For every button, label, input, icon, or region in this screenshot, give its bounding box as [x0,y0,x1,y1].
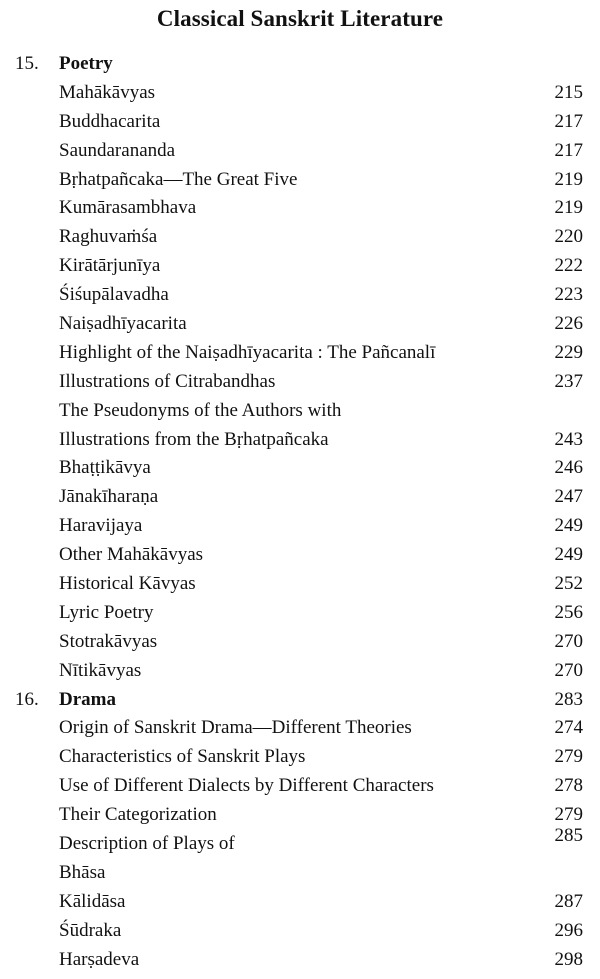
page-number: 279 [554,746,583,768]
entry-title: Naiṣadhīyacarita [59,313,187,335]
page-number: 270 [554,659,583,681]
page-number: 283 [554,688,583,710]
page-number: 298 [554,948,583,970]
page-number: 246 [554,457,583,479]
page-number: 270 [554,630,583,652]
entry-title: Description of Plays of [59,833,235,855]
toc-entry-row [0,743,600,772]
entry-title: Nītikāvyas [59,659,142,681]
page-number: 215 [554,81,583,103]
page-number: 256 [554,601,583,623]
entry-title: Historical Kāvyas [59,573,196,595]
page-number: 285 [554,825,583,847]
page-number: 237 [554,370,583,392]
entry-title: Raghuvaṁśa [59,226,158,248]
page-number: 274 [554,717,583,739]
entry-title: Mahākāvyas [59,81,156,103]
toc-entry-row [0,108,600,137]
toc-entry-row [0,946,600,975]
entry-title: Other Mahākāvyas [59,544,204,566]
entry-title: Highlight of the Naiṣadhīyacarita : The Pañcanalī [59,341,436,363]
entry-title: Bhaṭṭikāvya [59,457,151,479]
entry-title: Use of Different Dialects by Different Characters [59,775,434,797]
toc-entry-row [0,483,600,512]
section-title: Drama [59,688,116,710]
entry-title: Illustrations of Citrabandhas [59,370,276,392]
page-number: 278 [554,775,583,797]
toc-entry-row [0,628,600,657]
toc-entry-row [0,166,600,195]
entry-title: Bhāsa [59,861,106,883]
toc-entry-row [0,541,600,570]
entry-title: Śūdraka [59,919,122,941]
toc-entry-row [0,825,600,859]
toc-entry-row [0,368,600,397]
entry-title: Origin of Sanskrit Drama—Different Theories [59,717,412,739]
toc-entry-row [0,570,600,599]
page-number: 223 [554,284,583,306]
entry-title: Harṣadeva [59,948,140,970]
entry-title: Lyric Poetry [59,601,154,623]
table-of-contents [0,50,600,975]
page-number: 222 [554,255,583,277]
toc-entry-row [0,772,600,801]
toc-entry-row [0,859,600,888]
toc-entry-row [0,426,600,455]
page-number: 217 [554,139,583,161]
entry-title: Kirātārjunīya [59,255,161,277]
toc-entry-row [0,512,600,541]
page-number: 296 [554,919,583,941]
toc-entry-row [0,137,600,166]
page-number: 249 [554,515,583,537]
page-title: Classical Sanskrit Literature [156,6,444,31]
entry-title: Bṛhatpañcaka—The Great Five [59,168,298,190]
toc-entry-row [0,917,600,946]
entry-title: Characteristics of Sanskrit Plays [59,746,306,768]
entry-title: Illustrations from the Bṛhatpañcaka [59,428,329,450]
page-number: 219 [554,197,583,219]
toc-entry-row [0,454,600,483]
page-number: 247 [554,486,583,508]
page-number: 217 [554,110,583,132]
entry-title: Buddhacarita [59,110,161,132]
entry-title: Haravijaya [59,515,143,537]
page-number: 229 [554,341,583,363]
toc-entry-row [0,79,600,108]
toc-entry-row [0,599,600,628]
toc-section-row [0,50,600,79]
toc-entry-row [0,194,600,223]
page-number: 219 [554,168,583,190]
entry-title: Stotrakāvyas [59,630,158,652]
entry-title: Kālidāsa [59,890,126,912]
page-number: 252 [554,573,583,595]
page-number: 243 [554,428,583,450]
entry-title: The Pseudonyms of the Authors with [59,399,342,421]
toc-entry-row [0,714,600,743]
toc-entry-row [0,801,600,830]
toc-section-row [0,686,600,715]
toc-entry-row [0,888,600,917]
toc-entry-row [0,310,600,339]
toc-entry-row [0,252,600,281]
page-number: 287 [554,890,583,912]
section-number: 15. [15,53,39,74]
entry-title: Kumārasambhava [59,197,197,219]
section-number: 16. [15,688,39,710]
toc-entry-row [0,223,600,252]
toc-entry-row [0,657,600,686]
section-title: Poetry [59,53,113,74]
entry-title: Jānakīharaṇa [59,486,159,508]
toc-entry-row [0,339,600,368]
toc-entry-row [0,397,600,426]
page-number: 249 [554,544,583,566]
page-number: 226 [554,313,583,335]
toc-entry-row [0,281,600,310]
entry-title: Saundarananda [59,139,176,161]
page-number: 279 [554,804,583,826]
page-number: 220 [554,226,583,248]
entry-title: Śiśupālavadha [59,284,169,306]
entry-title: Their Categorization [59,804,217,826]
